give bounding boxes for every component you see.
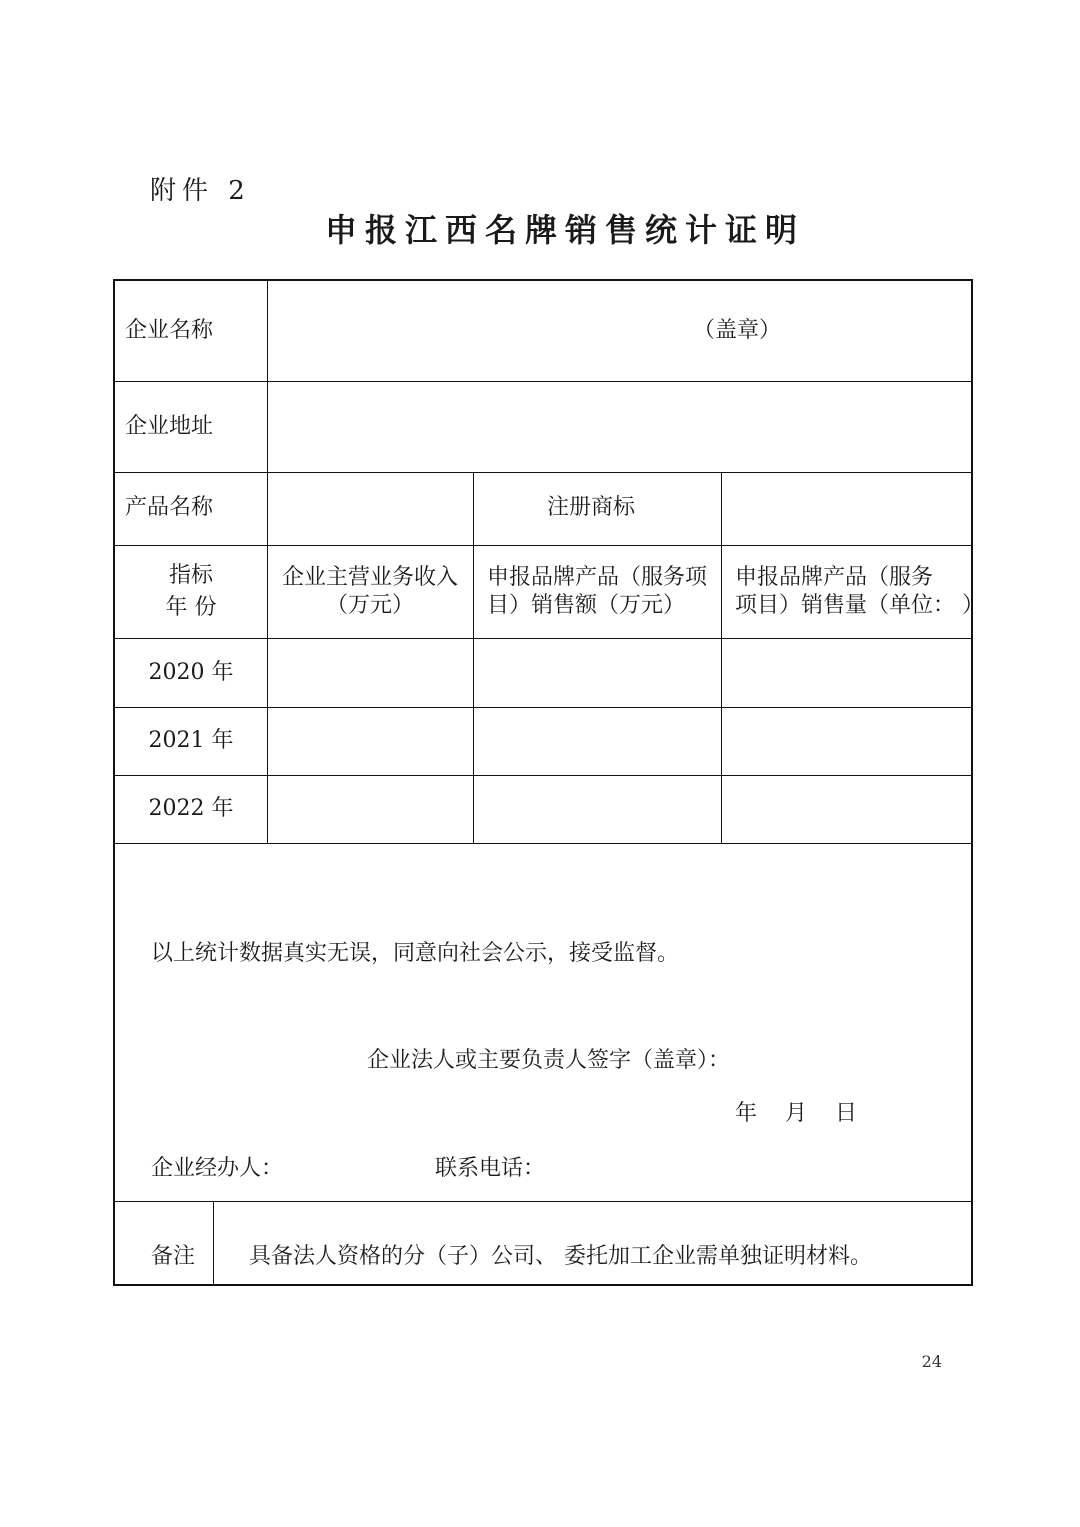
signature-line: 企业法人或主要负责人签字（盖章）：	[367, 1048, 731, 1073]
trademark-label: 注册商标	[547, 495, 636, 520]
product-name-field[interactable]	[269, 474, 471, 544]
sales-amount-header-line2: 目）销售额（万元）	[487, 593, 686, 618]
product-name-label: 产品名称	[125, 495, 214, 520]
revenue-header-line1: 企业主营业务收入	[281, 565, 458, 590]
document-title: 申报江西名牌销售统计证明	[324, 211, 805, 249]
corner-year-label: 年 份	[165, 595, 217, 620]
company-address-field[interactable]	[269, 383, 973, 471]
declaration-statement: 以上统计数据真实无误，同意向社会公示，接受监督。	[151, 941, 680, 966]
year-row-2022: 2022 年	[148, 796, 234, 821]
page-number: 24	[921, 1352, 942, 1371]
year-row-2021: 2021 年	[148, 728, 234, 753]
company-name-field[interactable]	[269, 283, 973, 379]
revenue-header-line2: （万元）	[325, 593, 414, 618]
date-line: 年 月 日	[735, 1101, 857, 1126]
sales-amount-header-line1: 申报品牌产品（服务项	[487, 565, 708, 590]
company-name-label: 企业名称	[125, 318, 214, 343]
trademark-field[interactable]	[723, 474, 973, 544]
year-row-2020: 2020 年	[148, 660, 234, 685]
remarks-label: 备注	[151, 1244, 196, 1269]
seal-hint: （盖章）	[693, 318, 782, 343]
sales-volume-header-line1: 申报品牌产品（服务	[735, 565, 934, 590]
attachment-label: 附件 2	[150, 176, 251, 206]
company-address-label: 企业地址	[125, 414, 214, 439]
sales-volume-header-line2: 项目）销售量（单位： ）	[735, 593, 984, 618]
remarks-text: 具备法人资格的分（子）公司、 委托加工企业需单独证明材料。	[249, 1244, 872, 1269]
corner-indicator-label: 指标	[168, 563, 213, 588]
phone-label: 联系电话：	[435, 1156, 546, 1181]
statistics-form	[113, 279, 984, 1286]
handler-label: 企业经办人：	[151, 1156, 284, 1181]
